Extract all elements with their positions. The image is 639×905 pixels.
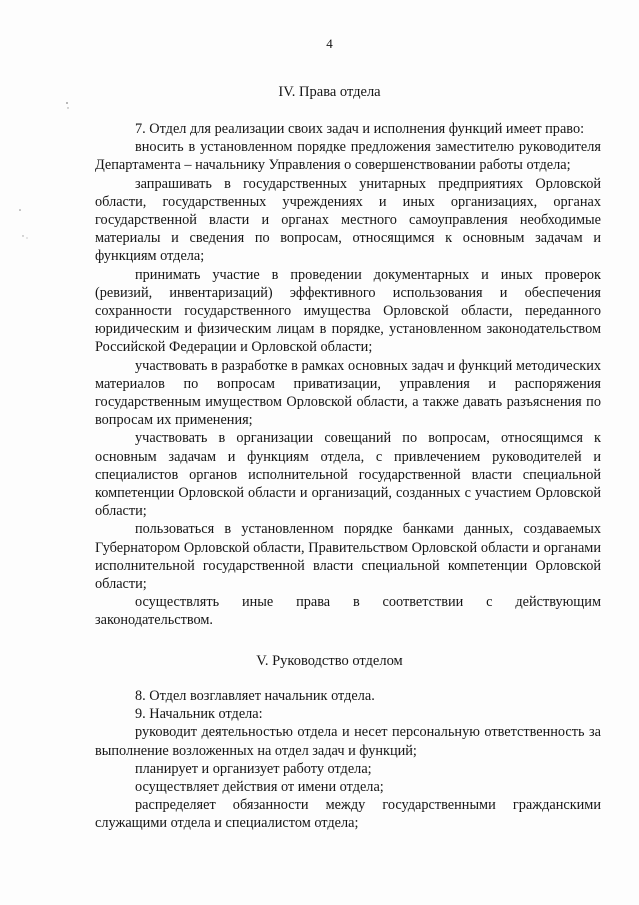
paragraph: принимать участие в проведении документарных и иных проверок (ревизий, инвентаризаций) эффективного использования и обеспечения сохранности государственного имущества Орловской области, переданного юридическим и физическим лицам в порядке, установленном законодательством Российской Федерации и Орловской области;: [95, 266, 601, 356]
section-heading-v: V. Руководство отделом: [256, 653, 403, 669]
paragraph: участвовать в разработке в рамках основных задач и функций методических материалов по вопросам приватизации, управления и распоряжения государственным имуществом Орловской области, а также давать разъяснения по вопросам их применения;: [95, 357, 601, 429]
paragraph: вносить в установленном порядке предложения заместителю руководителя Департамента – начальнику Управления о совершенствовании работы отдела;: [95, 139, 601, 174]
paragraph: запрашивать в государственных унитарных предприятиях Орловской области, государственных учреждениях и иных организациях, органах государственной власти и органах местного самоуправления необходимые материалы и сведения по вопросам, относящимся к основным задачам и функциям отдела;: [95, 175, 601, 265]
paragraph: участвовать в организации совещаний по вопросам, относящимся к основным задачам и функциям отдела, с привлечением руководителей и специалистов органов исполнительной государственной власти специальной компетенции Орловской области и организаций, созданных с участием Орловской области;: [95, 430, 601, 520]
page-number: 4: [326, 36, 333, 51]
paragraph: пользоваться в установленном порядке банками данных, создаваемых Губернатором Орловской области, Правительством Орловской области и органами исполнительной государственной власти специальной компетенции Орловской области;: [95, 521, 601, 593]
section-v-body: [95, 687, 601, 833]
paragraph: 8. Отдел возглавляет начальник отдела.: [135, 688, 375, 704]
paragraph: 9. Начальник отдела:: [135, 706, 263, 723]
paragraph: планирует и организует работу отдела;: [135, 760, 372, 777]
paragraph: осуществляет действия от имени отдела;: [135, 779, 384, 796]
paragraph: 7. Отдел для реализации своих задач и исполнения функций имеет право:: [135, 121, 585, 137]
paragraph: руководит деятельностью отдела и несет персональную ответственность за выполнение возложенных на отдел задач и функций;: [95, 724, 601, 759]
paragraph: осуществлять иные права в соответствии с действующим законодательством.: [95, 594, 601, 629]
section-heading-iv: IV. Права отдела: [278, 84, 381, 100]
section-iv-body: [95, 120, 601, 630]
paragraph: распределяет обязанности между государственными гражданскими служащими отдела и специалистом отдела;: [95, 797, 601, 832]
